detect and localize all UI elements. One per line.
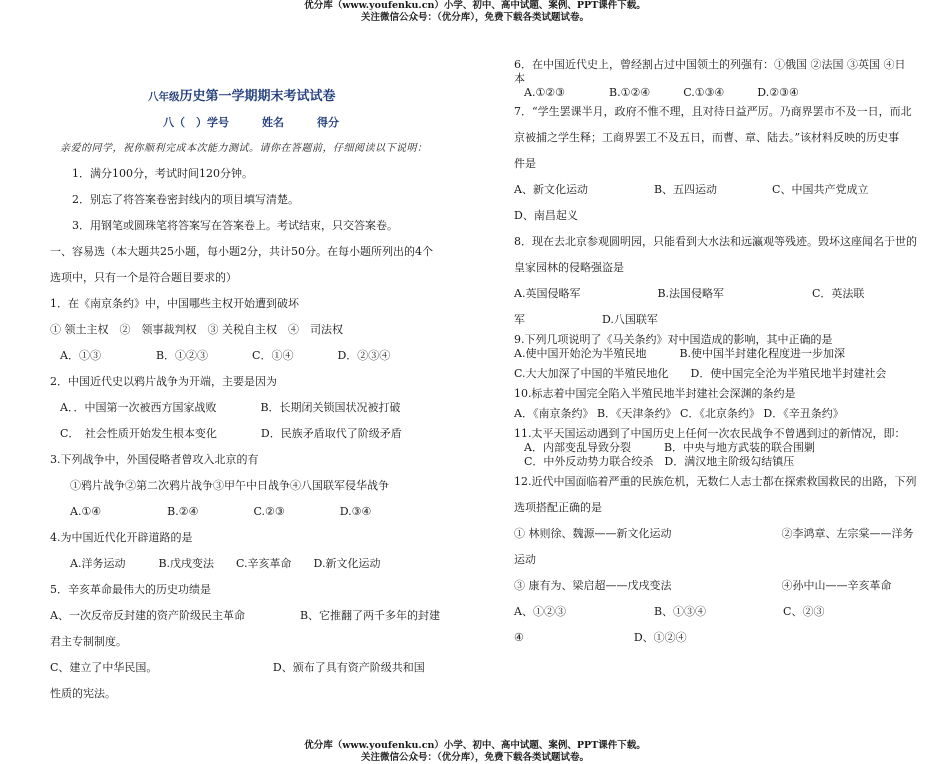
instructions-note: 亲爱的同学，祝你顺利完成本次能力测试。请你在答题前，仔细阅读以下说明：	[60, 143, 428, 154]
exam-title: 八年级历史第一学期期末考试试卷	[148, 89, 336, 104]
question-options: A.①④ B.②④ C.②③ D.③④	[70, 505, 372, 518]
question-options: C．中外反动势力联合绞杀 D．满汉地主阶级勾结镇压	[524, 455, 795, 468]
question-text: 10.标志着中国完全陷入半殖民地半封建社会深渊的条约是	[514, 387, 796, 400]
question-text: 皇家园林的侵略强盗是	[514, 261, 624, 274]
question-options: C． 社会性质开始发生根本变化 D．民族矛盾取代了阶级矛盾	[60, 427, 402, 440]
question-text: 8．现在去北京参观圆明园，只能看到大水法和远瀛观等残迹。毁坏这座闻名于世的	[514, 235, 917, 248]
question-options: A．．中国第一次被西方国家战败 B．长期闭关锁国状况被打破	[60, 401, 401, 414]
question-text: 7．“学生罢课半月，政府不惟不理，且对待日益严厉。乃商界罢市不及一日，而北	[514, 105, 912, 118]
question-text: 2．中国近代史以鸦片战争为开端，主要是因为	[50, 375, 277, 388]
question-options: A.洋务运动 B.戊戌变法 C.辛亥革命 D.新文化运动	[70, 557, 381, 570]
question-options: ③ 康有为、梁启超——戊戌变法 ④孙中山——辛亥革命	[514, 579, 892, 592]
question-text: 11.太平天国运动遇到了中国历史上任何一次农民战争不曾遇到过的新情况，即：	[514, 427, 906, 440]
question-options: 君主专制制度。	[50, 635, 127, 648]
question-options: ①鸦片战争②第二次鸦片战争③甲午中日战争④八国联军侵华战争	[70, 479, 389, 492]
question-text: 京被捕之学生释；工商界罢工不及五日，而曹、章、陆去。”该材料反映的历史事	[514, 131, 900, 144]
question-options: C、建立了中华民国。 D、颁布了具有资产阶级共和国	[50, 661, 425, 674]
question-text: 件是	[514, 157, 536, 170]
question-options: ④ D、①②④	[514, 631, 687, 644]
header-line: 关注微信公众号：（优分库），免费下载各类试题试卷。	[360, 12, 589, 23]
question-text: 3.下列战争中，外国侵略者曾攻入北京的有	[50, 453, 259, 466]
question-options: A.英国侵略军 B.法国侵略军 C．英法联	[514, 287, 865, 300]
header-line: 优分库（www.youfenku.cn）小学、初中、高中试题、案例、PPT课件下载。	[304, 0, 646, 11]
question-text: 9.下列几项说明了《马关条约》对中国造成的影响，其中正确的是	[514, 333, 833, 346]
question-options: 运动	[514, 553, 536, 566]
header-line: 优分库（www.youfenku.cn）小学、初中、高中试题、案例、PPT课件下载。	[304, 740, 646, 751]
instruction-item: 3．用钢笔或圆珠笔将答案写在答案卷上。考试结束，只交答案卷。	[72, 219, 398, 232]
question-text: 1．在《南京条约》中，中国哪些主权开始遭到破坏	[50, 297, 299, 310]
question-options: A.①②③ B.①②④ C.①③④ D.②③④	[524, 86, 799, 99]
question-options: A．《南京条约》 B．《天津条约》 C．《北京条约》 D．《辛丑条约》	[514, 407, 844, 420]
student-info-line: 八（ ）学号 姓名 得分	[163, 116, 339, 129]
question-options: C.大大加深了中国的半殖民地化 D．使中国完全沦为半殖民地半封建社会	[514, 367, 887, 380]
question-text: 5．辛亥革命最伟大的历史功绩是	[50, 583, 211, 596]
question-options: A、一次反帝反封建的资产阶级民主革命 B、它推翻了两千多年的封建	[50, 609, 441, 622]
header-line: 关注微信公众号：（优分库），免费下载各类试题试卷。	[360, 752, 589, 763]
section-heading: 选项中，只有一个是符合题目要求的）	[50, 271, 237, 284]
question-options: D、南昌起义	[514, 209, 578, 222]
question-options: 性质的宪法。	[50, 687, 116, 700]
question-options: A．①③ B．①②③ C．①④ D．②③④	[60, 349, 391, 362]
instruction-item: 2．别忘了将答案卷密封线内的项目填写清楚。	[72, 193, 299, 206]
question-options: ① 林则徐、魏源——新文化运动 ②李鸿章、左宗棠——洋务	[514, 527, 914, 540]
question-options: ① 领土主权 ② 领事裁判权 ③ 关税自主权 ④ 司法权	[50, 323, 343, 336]
question-options: A．内部变乱导致分裂 B．中央与地方武装的联合围剿	[524, 441, 816, 454]
instruction-item: 1．满分100分，考试时间120分钟。	[72, 167, 253, 180]
question-text: 选项搭配正确的是	[514, 501, 602, 514]
header-banner-bottom	[0, 740, 950, 764]
question-text: 本	[514, 72, 525, 85]
question-text: 6．在中国近代史上，曾经割占过中国领土的列强有：①俄国 ②法国 ③英国 ④日	[514, 58, 906, 71]
question-text: 12.近代中国面临着严重的民族危机，无数仁人志士都在探索救国救民的出路，下列	[514, 475, 917, 488]
question-text: 4.为中国近代化开辟道路的是	[50, 531, 193, 544]
section-heading: 一、容易选（本大题共25小题，每小题2分，共计50分。在每小题所列出的4个	[50, 245, 433, 258]
header-banner-top	[0, 0, 950, 24]
question-options: A.使中国开始沦为半殖民地 B.使中国半封建化程度进一步加深	[514, 347, 846, 360]
question-options: 军 D.八国联军	[514, 313, 658, 326]
question-options: A、新文化运动 B、五四运动 C、中国共产党成立	[514, 183, 869, 196]
question-options: A、①②③ B、①③④ C、②③	[514, 605, 825, 618]
